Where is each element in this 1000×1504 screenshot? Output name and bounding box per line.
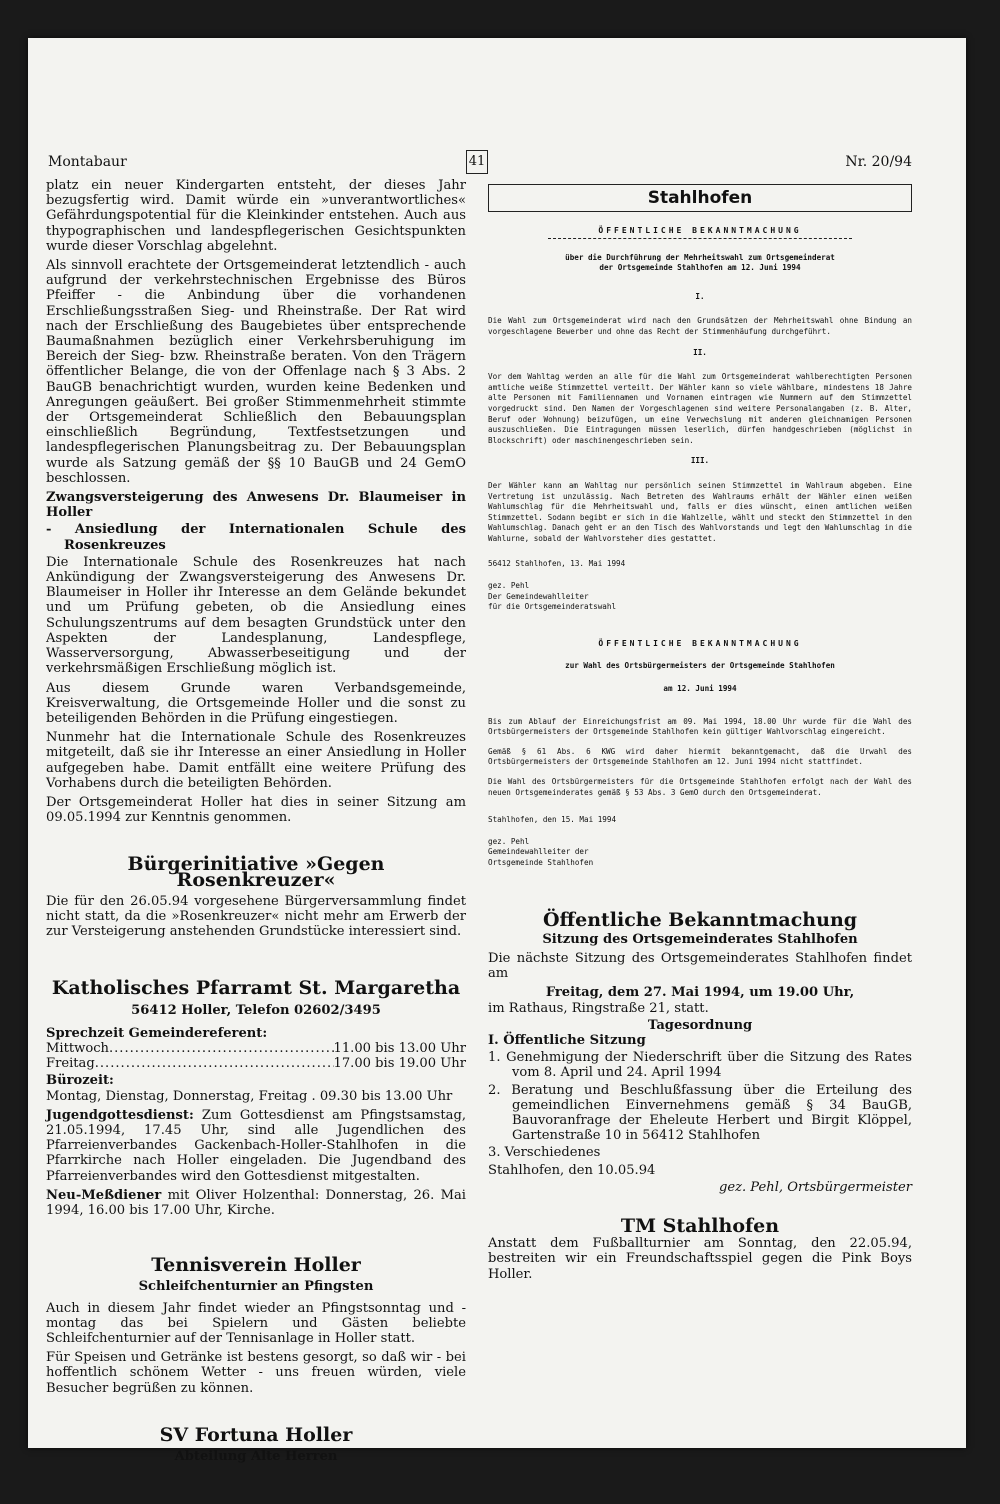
schedule-time: 17.00 bis 19.00 Uhr (333, 1056, 466, 1072)
header-town: Montabaur (48, 154, 127, 170)
roman-numeral: I. (695, 291, 705, 301)
notice-date: 56412 Stahlhofen, 13. Mai 1994 (488, 559, 626, 569)
page-header (48, 150, 912, 176)
agenda-item: 1. Genehmigung der Niederschrift über die Sitzung des Rates vom 8. April und 24. April 1994 (488, 1050, 912, 1081)
notice-heading: ÖFFENTLICHE BEKANNTMACHUNG (598, 226, 802, 235)
schedule-day: Freitag (46, 1056, 95, 1072)
signature-line: für die Ortsgemeinderatswahl (488, 602, 617, 612)
signature-line: Gemeindewahlleiter der (488, 847, 589, 857)
schedule-row (46, 1056, 466, 1071)
schedule-time: 11.00 bis 13.00 Uhr (333, 1040, 466, 1056)
schedule-day: Mittwoch (46, 1040, 109, 1056)
article-title: TM Stahlhofen (620, 1215, 780, 1238)
notice-ratssitzung (488, 908, 912, 1195)
label: Neu-Meßdiener (46, 1187, 162, 1203)
text: Zum Gottesdienst am Pfingstsamstag, 21.05.1994, 17.45 Uhr, sind alle Jugendlichen des Pfarreienverbandes Gackenbach-Holler-Stahlhofen in die Pfarrkirche nach Holler eingeladen. Die Jugendband des Pfarreienverbandes wird den Gottesdienst mitgestalten. (46, 1107, 466, 1184)
paragraph: Die für den 26.05.94 vorgesehene Bürgerversammlung findet nicht statt, da die »Rosenkreuzer« nicht mehr am Erwerb der zur Versteigerung anstehenden Grundstücke interessiert sind. (46, 893, 466, 940)
paragraph: Für Speisen und Getränke ist bestens gesorgt, so daß wir - bei hoffentlich schönem Wetter - uns freuen würden, viele Besucher begrüßen zu können. (46, 1350, 466, 1396)
paragraph: Der Ortsgemeinderat Holler hat dies in seiner Sitzung am 09.05.1994 zur Kenntnis genommen. (46, 794, 466, 826)
bullet-heading: - Ansiedlung der Internationalen Schule des Rosenkreuzes (46, 522, 466, 553)
article-subtitle: Schleifchenturnier an Pfingsten (138, 1279, 374, 1295)
signature-line: gez. Pehl, Ortsbürgermeister (718, 1179, 912, 1195)
paragraph: Aus diesem Grunde waren Verbandsgemeinde, Kreisverwaltung, die Ortsgemeinde Holler und die sonst zu beteiligenden Behörden in die Prüfung eingestiegen. (46, 680, 466, 726)
notice-subheading: zur Wahl des Ortsbürgermeisters der Ortsgemeinde Stahlhofen (565, 661, 835, 671)
label: Sprechzeit Gemeindereferent: (46, 1025, 268, 1041)
section-heading: Zwangsversteigerung des Anwesens Dr. Blaumeiser in Holler (46, 490, 466, 521)
notice-mehrheitswahl (488, 226, 912, 869)
notice-text: Die Wahl zum Ortsgemeinderat wird nach den Grundsätzen der Mehrheitswahl ohne Bindung an vorgeschlagene Bewerber und ohne das Recht der Stimmenhäufung durchgeführt. (488, 316, 912, 336)
paragraph: Auch in diesem Jahr findet wieder an Pfingstsonntag und -montag das bei Spielern und Gästen beliebte Schleifchenturnier auf der Tennisanlage in Holler statt. (46, 1300, 466, 1346)
roman-numeral: III. (690, 456, 710, 466)
label: Jugendgottesdienst: (46, 1107, 194, 1123)
paragraph: Montag, Dienstag, Donnerstag, Freitag . 09.30 bis 13.00 Uhr (46, 1088, 453, 1104)
notice-text: Vor dem Wahltag werden an alle für die Wahl zum Ortsgemeinderat wahlberechtigten Personen amtliche weiße Stimmzettel verteilt. Der Wähler kann so viele wählbare, mindestens 18 Jahre alte Personen mit Familiennamen und Vornamen eintragen wie Nummern auf dem Stimmzettel vorgedruckt sind. Den Namen der Vorgeschlagenen sind weitere Personalangaben (z. B. Alter, Beruf oder Wohnung) beizufügen, um eine Verwechslung mit anderen gleichnamigen Personen auszuschließen. Die Eintragungen müssen leserlich, dürfen handgeschrieben (möglichst in Blockschrift) oder maschinengeschrieben sein. (488, 372, 912, 445)
article-title: Bürgerinitiative »Gegen Rosenkreuzer« (127, 853, 385, 891)
article-title: Katholisches Pfarramt St. Margaretha (51, 977, 461, 1000)
paragraph: Nunmehr hat die Internationale Schule des Rosenkreuzes mitgeteilt, daß sie ihr Interesse an einer Ansiedlung in Holler aufgegeben habe. Damit entfällt eine weitere Prüfung des Vorhabens durch die beteiligten Behörden. (46, 730, 466, 791)
notice-text: Bis zum Ablauf der Einreichungsfrist am 09. Mai 1994, 18.00 Uhr wurde für die Wahl des Ortsbürgermeisters der Ortsgemeinde Stahlhofen kein gültiger Wahlvorschlag eingereicht. (488, 716, 912, 737)
agenda-item: 3. Verschiedenes (488, 1145, 601, 1161)
notice-date: Stahlhofen, den 15. Mai 1994 (488, 815, 617, 825)
issue-number: Nr. 20/94 (845, 154, 912, 170)
meeting-place: im Rathaus, Ringstraße 21, statt. (488, 1000, 709, 1016)
notice-date: Stahlhofen, den 10.05.94 (488, 1162, 656, 1178)
article-title: SV Fortuna Holler (159, 1423, 353, 1446)
article-subtitle: Sitzung des Ortsgemeinderates Stahlhofen (542, 931, 858, 947)
paragraph: platz ein neuer Kindergarten entsteht, der dieses Jahr bezugsfertig wird. Damit würde ein »unverantwortliches« Gefährdungspotential für die Kleinkinder entstehen. Auch aus thypographischen und landespflegerischen Gesichtspunkten wurde dieser Vorschlag abgelehnt. (46, 178, 466, 254)
agenda-heading: Tagesordnung (647, 1017, 753, 1033)
roman-numeral: II. (693, 347, 707, 357)
schedule-row (46, 1041, 466, 1056)
section-title-box: Stahlhofen (488, 184, 912, 212)
signature-line: gez. Pehl (488, 836, 530, 846)
notice-text: Der Wähler kann am Wahltag nur persönlich seinen Stimmzettel im Wahlraum abgeben. Eine Vertretung ist unzulässig. Nach Betreten des Wahlraums erhält der Wähler einen weißen Wahlumschlag für die Mehrheitswahl und, falls er dies wünscht, einen amtlichen weißen Stimmzettel. Sodann begibt er sich in die Wahlzelle, wählt und steckt den Stimmzettel in den Wahlumschlag. Danach geht er an den Tisch des Wahlvorstands und legt den Wahlumschlag in die Wahlurne, sobald der Wahlvorsteher dies gestattet. (488, 480, 912, 543)
page-number: 41 (466, 150, 488, 174)
notice-date: am 12. Juni 1994 (663, 684, 737, 694)
signature-line: Der Gemeindewahlleiter (488, 591, 589, 601)
paragraph: Als sinnvoll erachtete der Ortsgemeinderat letztendlich - auch aufgrund der verkehrstechnischen Ergebnisse des Büros Pfeiffer - die Anbindung über die vorhandenen Erschließungsstraßen Sieg- und Rheinstraße. Der Rat wird nach der Erschließung des Baugebietes über entsprechende Baumaßnahmen bezüglich einer Verkehrsberuhigung im Bereich der Sieg- bzw. Rheinstraße beraten. Von den Trägern öffentlicher Belange, die von der Offenlage nach § 3 Abs. 2 BauGB benachrichtigt wurden, wurden keine Bedenken und Anregungen geäußert. Bei großer Stimmenmehrheit stimmte der Ortsgemeinderat Schließlich den Bebauungsplan einschließlich Begründung, Textfestsetzungen und landespflegerischen Planungsbeitrag zu. Der Bebauungsplan wurde als Satzung gemäß der §§ 10 BauGB und 24 GemO beschlossen. (46, 258, 466, 486)
article-subtitle: 56412 Holler, Telefon 02602/3495 (131, 1002, 381, 1018)
paragraph: Die Internationale Schule des Rosenkreuzes hat nach Ankündigung der Zwangsversteigerung des Anwesens Dr. Blaumeiser in Holler ihr Interesse an dem Gelände bekundet und um Prüfung gebeten, ob die Ansiedlung eines Schulungszentrums auf dem besagten Grundstück unter den Aspekten der Landesplanung, Landespflege, Wasserversorgung, Abwasserbeseitigung und der verkehrsmäßigen Erschließung möglich ist. (46, 554, 466, 677)
signature-line: gez. Pehl (488, 581, 530, 591)
paragraph: Anstatt dem Fußballturnier am Sonntag, den 22.05.94, bestreiten wir ein Freundschaftsspiel gegen die Pink Boys Holler. (488, 1236, 912, 1282)
notice-text: Die Wahl des Ortsbürgermeisters für die Ortsgemeinde Stahlhofen erfolgt nach der Wahl des neuen Ortsgemeinderates gemäß § 53 Abs. 3 GemO durch den Ortsgemeinderat. (488, 777, 912, 797)
paragraph (46, 1188, 466, 1218)
text: mit Oliver Holzenthal: Donnerstag, 26. Mai 1994, 16.00 bis 17.00 Uhr, Kirche. (46, 1187, 466, 1218)
left-column (46, 178, 466, 1464)
notice-heading: ÖFFENTLICHE BEKANNTMACHUNG (598, 638, 802, 648)
paragraph (46, 1108, 466, 1184)
divider (548, 238, 852, 239)
article-title: Tennisverein Holler (151, 1254, 361, 1277)
right-column (488, 178, 912, 1284)
signature-line: Ortsgemeinde Stahlhofen (488, 857, 594, 867)
notice-text: Gemäß § 61 Abs. 6 KWG wird daher hiermit bekanntgemacht, daß die Urwahl des Ortsbürgermeisters der Ortsgemeinde Stahlhofen am 12. Juni 1994 nicht stattfindet. (488, 746, 912, 767)
article-title: Öffentliche Bekanntmachung (542, 908, 858, 931)
label: Bürozeit: (46, 1073, 114, 1089)
paragraph: Die nächste Sitzung des Ortsgemeinderates Stahlhofen findet am (488, 950, 912, 982)
article-subtitle: Abteilung Alte Herren (174, 1449, 338, 1465)
notice-subheading: über die Durchführung der Mehrheitswahl zum Ortsgemeinderat der Ortsgemeinde Stahlhofen am 12. Juni 1994 (565, 252, 835, 273)
meeting-date: Freitag, dem 27. Mai 1994, um 19.00 Uhr, (545, 985, 855, 1001)
agenda-item: 2. Beratung und Beschlußfassung über die Erteilung des gemeindlichen Einvernehmens gemäß § 34 BauGB, Bauvoranfrage der Eheleute Herbert und Birgit Klöppel, Gartenstraße 10 in 56412 Stahlhofen (488, 1082, 912, 1144)
agenda-section: I. Öffentliche Sitzung (488, 1032, 646, 1048)
